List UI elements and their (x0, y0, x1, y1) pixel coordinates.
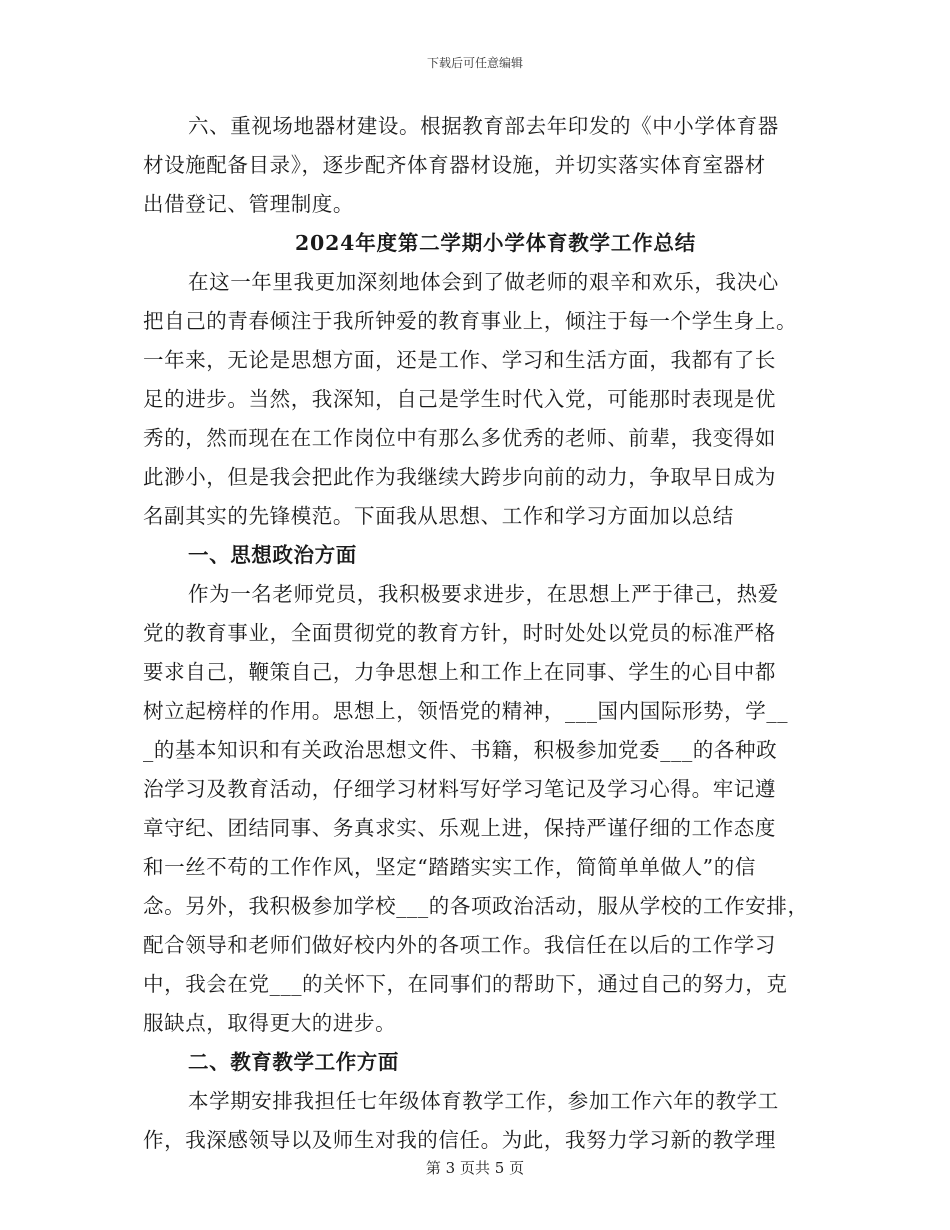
section-heading: 一、思想政治方面 (188, 543, 357, 567)
paragraph-first-line: 六、重视场地器材建设。根据教育部去年印发的《中小学体育器 (188, 114, 779, 138)
document-body (143, 107, 818, 1160)
paragraph-line: 此渺小，但是我会把此作为我继续大跨步向前的动力，争取早日成为 (143, 465, 776, 489)
paragraph-line: 配合领导和老师们做好校内外的各项工作。我信任在以后的工作学习 (143, 933, 776, 957)
paragraph-first-line: 在这一年里我更加深刻地体会到了做老师的艰辛和欢乐，我决心 (188, 270, 779, 294)
paragraph-line: 党的教育事业，全面贯彻党的教育方针，时时处处以党员的标准严格 (143, 621, 776, 645)
paragraph-line: 出借登记、管理制度。 (143, 192, 354, 216)
paragraph-line: 秀的，然而现在在工作岗位中有那么多优秀的老师、前辈，我变得如 (143, 426, 776, 450)
section-heading: 二、教育教学工作方面 (188, 1050, 399, 1074)
paragraph-line: 和一丝不苟的工作作风，坚定“踏踏实实工作，简简单单做人”的信 (143, 855, 756, 879)
paragraph-line: 治学习及教育活动，仔细学习材料写好学习笔记及学习心得。牢记遵 (143, 777, 776, 801)
paragraph-line: 中，我会在党___的关怀下，在同事们的帮助下，通过自己的努力，克 (143, 972, 788, 996)
page-footer: 第 3 页共 5 页 (425, 1159, 525, 1177)
paragraph-line: 服缺点，取得更大的进步。 (143, 1011, 397, 1035)
paragraph-line: 名副其实的先锋模范。下面我从思想、工作和学习方面加以总结 (143, 504, 734, 528)
paragraph-line: 念。另外，我积极参加学校___的各项政治活动，服从学校的工作安排， (143, 894, 809, 918)
section-title: 2024年度第二学期小学体育教学工作总结 (294, 231, 697, 255)
paragraph-line: 要求自己，鞭策自己，力争思想上和工作上在同事、学生的心目中都 (143, 660, 776, 684)
paragraph-line: _的基本知识和有关政治思想文件、书籍，积极参加党委___的各种政 (143, 738, 778, 762)
paragraph-line: 作，我深感领导以及师生对我的信任。为此，我努力学习新的教学理 (143, 1128, 776, 1152)
paragraph-line: 材设施配备目录》，逐步配齐体育器材设施，并切实落实体育室器材 (143, 153, 766, 177)
paragraph-first-line: 本学期安排我担任七年级体育教学工作，参加工作六年的教学工 (188, 1089, 779, 1113)
paragraph-first-line: 作为一名老师党员，我积极要求进步，在思想上严于律己，热爱 (188, 582, 779, 606)
paragraph-line: 章守纪、团结同事、务真求实、乐观上进，保持严谨仔细的工作态度 (143, 816, 776, 840)
paragraph-line: 足的进步。当然，我深知，自己是学生时代入党，可能那时表现是优 (143, 387, 776, 411)
paragraph-line: 把自己的青春倾注于我所钟爱的教育事业上，倾注于每一个学生身上。 (143, 309, 798, 333)
page-header: 下载后可任意编辑 (426, 56, 523, 70)
paragraph-line: 树立起榜样的作用。思想上，领悟党的精神，___国内国际形势，学__ (143, 699, 789, 723)
paragraph-line: 一年来，无论是思想方面，还是工作、学习和生活方面，我都有了长 (143, 348, 776, 372)
